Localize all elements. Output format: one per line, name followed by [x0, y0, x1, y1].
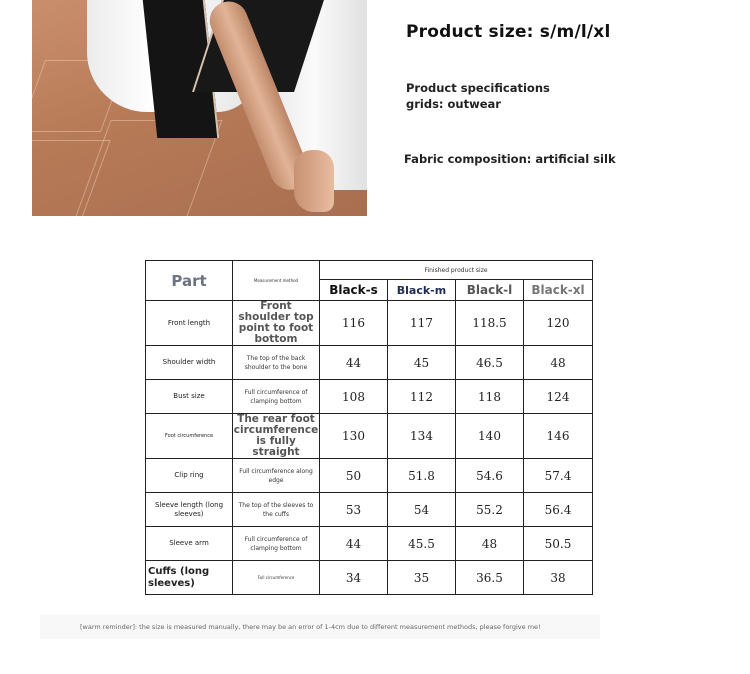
model-foot — [294, 150, 334, 212]
product-size-title: Product size: s/m/l/xl — [406, 22, 611, 42]
size-table — [145, 260, 593, 595]
row-value: 54.6 — [456, 459, 524, 493]
row-value: 48 — [524, 346, 593, 380]
row-value: 38 — [524, 561, 593, 595]
table-row — [146, 380, 593, 414]
table-row — [146, 301, 593, 346]
row-method: Full circumference of clamping bottom — [233, 527, 320, 561]
row-value: 45 — [388, 346, 456, 380]
row-value: 146 — [524, 414, 593, 459]
row-value: 34 — [320, 561, 388, 595]
row-value: 55.2 — [456, 493, 524, 527]
row-method: Front shoulder top point to foot bottom — [233, 301, 320, 346]
row-method: Full circumference of clamping bottom — [233, 380, 320, 414]
row-value: 118.5 — [456, 301, 524, 346]
fabric-composition: Fabric composition: artificial silk — [404, 152, 616, 166]
row-value: 54 — [388, 493, 456, 527]
row-part: Front length — [146, 301, 233, 346]
warm-reminder: [warm reminder]: the size is measured manually, there may be an error of 1-4cm due to different measurement methods, please forgive me! — [40, 615, 600, 639]
row-value: 36.5 — [456, 561, 524, 595]
table-row — [146, 561, 593, 595]
product-photo — [32, 0, 367, 216]
row-value: 118 — [456, 380, 524, 414]
size-header: Black-xl — [524, 280, 593, 301]
row-part: Foot circumference — [146, 414, 233, 459]
row-value: 44 — [320, 346, 388, 380]
row-method: The rear foot circumference is fully straight — [233, 413, 319, 458]
row-value: 53 — [320, 493, 388, 527]
product-spec-line: Product specifications — [406, 81, 550, 95]
row-value: 48 — [456, 527, 524, 561]
table-header-row — [146, 261, 593, 280]
table-row — [146, 459, 593, 493]
row-value: 50 — [320, 459, 388, 493]
header-part: Part — [146, 261, 233, 301]
row-value: 50.5 — [524, 527, 593, 561]
row-method: Full circumference — [233, 561, 320, 595]
row-value: 56.4 — [524, 493, 593, 527]
table-row — [146, 527, 593, 561]
size-header: Black-l — [456, 280, 524, 301]
size-header: Black-s — [320, 280, 388, 301]
header-method: Measurement method — [233, 261, 320, 301]
row-method: The top of the back shoulder to the bone — [233, 346, 320, 380]
row-value: 35 — [388, 561, 456, 595]
row-value: 45.5 — [388, 527, 456, 561]
row-method: Full circumference along edge — [233, 459, 320, 493]
header-finished-size: Finished product size — [320, 261, 593, 280]
row-value: 108 — [320, 380, 388, 414]
row-part: Sleeve length (long sleeves) — [146, 493, 233, 527]
row-part: Cuffs (long sleeves) — [146, 561, 233, 595]
table-row — [146, 414, 593, 459]
row-value: 120 — [524, 301, 593, 346]
row-value: 112 — [388, 380, 456, 414]
table-row — [146, 346, 593, 380]
row-value: 57.4 — [524, 459, 593, 493]
row-value: 140 — [456, 414, 524, 459]
table-row — [146, 493, 593, 527]
product-grid-line: grids: outwear — [406, 97, 501, 111]
row-value: 124 — [524, 380, 593, 414]
row-value: 46.5 — [456, 346, 524, 380]
row-part: Clip ring — [146, 459, 233, 493]
row-part: Sleeve arm — [146, 527, 233, 561]
row-value: 130 — [320, 414, 388, 459]
size-header: Black-m — [388, 280, 456, 301]
row-method: The top of the sleeves to the cuffs — [233, 493, 320, 527]
row-value: 116 — [320, 301, 388, 346]
row-value: 44 — [320, 527, 388, 561]
row-value: 134 — [388, 414, 456, 459]
row-part: Shoulder width — [146, 346, 233, 380]
row-part: Bust size — [146, 380, 233, 414]
row-value: 51.8 — [388, 459, 456, 493]
row-value: 117 — [388, 301, 456, 346]
